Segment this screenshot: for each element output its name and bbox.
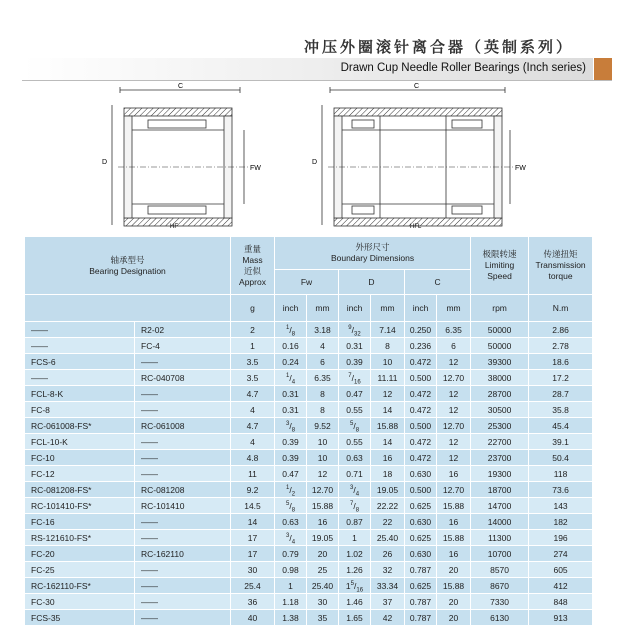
c-inch-cell: 0.787 [405, 562, 437, 578]
c-inch-cell: 0.472 [405, 434, 437, 450]
c-mm-cell: 12 [437, 450, 471, 466]
c-mm-cell: 12 [437, 386, 471, 402]
torque-cell: 73.6 [529, 482, 593, 498]
designation-a-cell: FC-30 [25, 594, 135, 610]
c-mm-cell: 15.88 [437, 578, 471, 594]
designation-b-cell: —— [135, 450, 231, 466]
designation-b-cell: —— [135, 354, 231, 370]
fw-inch-cell: 0.39 [275, 434, 307, 450]
designation-a-cell: FC-20 [25, 546, 135, 562]
designation-b-cell: RC-061008 [135, 418, 231, 434]
mass-cell: 1 [231, 338, 275, 354]
c-mm-cell: 12 [437, 402, 471, 418]
d-mm-cell: 16 [371, 450, 405, 466]
fw-mm-cell: 25 [307, 562, 339, 578]
fw-inch-cell: 1.38 [275, 610, 307, 626]
mass-cell: 36 [231, 594, 275, 610]
col-fw: Fw [275, 270, 339, 295]
unit-g: g [231, 295, 275, 322]
mass-cell: 14 [231, 514, 275, 530]
d-mm-cell: 12 [371, 386, 405, 402]
fw-mm-cell: 3.18 [307, 322, 339, 338]
fw-mm-cell: 6.35 [307, 370, 339, 386]
speed-cell: 28700 [471, 386, 529, 402]
table-row [25, 322, 593, 338]
fw-inch-cell: $^3/_4$ [275, 530, 307, 546]
c-inch-cell: 0.472 [405, 354, 437, 370]
c-mm-cell: 6 [437, 338, 471, 354]
d-mm-cell: 11.11 [371, 370, 405, 386]
c-mm-cell: 12.70 [437, 482, 471, 498]
table-row [25, 434, 593, 450]
c-mm-cell: 20 [437, 562, 471, 578]
designation-a-cell: RC-101410-FS* [25, 498, 135, 514]
c-mm-cell: 16 [437, 514, 471, 530]
table-row [25, 466, 593, 482]
designation-a-cell: FCL-10-K [25, 434, 135, 450]
designation-a-cell: FCL-8-K [25, 386, 135, 402]
designation-b-cell: —— [135, 386, 231, 402]
speed-cell: 8570 [471, 562, 529, 578]
designation-a-cell: —— [25, 370, 135, 386]
d-inch-cell: 1.65 [339, 610, 371, 626]
mass-cell: 17 [231, 546, 275, 562]
torque-cell: 605 [529, 562, 593, 578]
mass-cell: 14.5 [231, 498, 275, 514]
unit-nm: N.m [529, 295, 593, 322]
designation-a-cell: FC-12 [25, 466, 135, 482]
hfl-drawing [312, 83, 526, 230]
designation-b-cell: R2-02 [135, 322, 231, 338]
c-inch-cell: 0.625 [405, 530, 437, 546]
fw-inch-cell: 0.31 [275, 402, 307, 418]
fw-mm-cell: 35 [307, 610, 339, 626]
c-inch-cell: 0.787 [405, 594, 437, 610]
c-mm-cell: 12.70 [437, 370, 471, 386]
c-inch-cell: 0.625 [405, 578, 437, 594]
d-inch-cell: 0.55 [339, 434, 371, 450]
c-inch-cell: 0.472 [405, 402, 437, 418]
table-row [25, 418, 593, 434]
torque-cell: 35.8 [529, 402, 593, 418]
c-inch-cell: 0.630 [405, 514, 437, 530]
c-mm-cell: 20 [437, 594, 471, 610]
mass-cell: 4 [231, 402, 275, 418]
designation-a-cell: RC-061008-FS* [25, 418, 135, 434]
mass-cell: 4 [231, 434, 275, 450]
mass-cell: 3.5 [231, 370, 275, 386]
d-mm-cell: 32 [371, 562, 405, 578]
torque-cell: 182 [529, 514, 593, 530]
speed-cell: 14000 [471, 514, 529, 530]
hfl-dim-c: C [414, 83, 420, 90]
table-row [25, 530, 593, 546]
hfl-dim-d: D [312, 159, 318, 166]
designation-a-cell: FCS-6 [25, 354, 135, 370]
hf-dim-c: C [178, 83, 184, 90]
torque-cell: 274 [529, 546, 593, 562]
designation-b-cell: —— [135, 434, 231, 450]
unit-mm: mm [371, 295, 405, 322]
torque-cell: 18.6 [529, 354, 593, 370]
mass-cell: 2 [231, 322, 275, 338]
torque-cell: 848 [529, 594, 593, 610]
designation-a-cell: FC-25 [25, 562, 135, 578]
d-inch-cell: $^3/_4$ [339, 482, 371, 498]
designation-b-cell: RC-162110 [135, 546, 231, 562]
c-mm-cell: 20 [437, 610, 471, 626]
fw-inch-cell: $^3/_8$ [275, 418, 307, 434]
designation-a-cell: FCS-35 [25, 610, 135, 626]
c-inch-cell: 0.500 [405, 418, 437, 434]
table-body [25, 322, 593, 626]
speed-cell: 50000 [471, 338, 529, 354]
d-mm-cell: 26 [371, 546, 405, 562]
d-inch-cell: 0.47 [339, 386, 371, 402]
col-d: D [339, 270, 405, 295]
c-inch-cell: 0.472 [405, 386, 437, 402]
fw-inch-cell: 1.18 [275, 594, 307, 610]
torque-cell: 196 [529, 530, 593, 546]
designation-b-cell: —— [135, 610, 231, 626]
d-mm-cell: 22 [371, 514, 405, 530]
d-inch-cell: 0.71 [339, 466, 371, 482]
speed-cell: 39300 [471, 354, 529, 370]
fw-mm-cell: 4 [307, 338, 339, 354]
page-title-en: Drawn Cup Needle Roller Bearings (Inch series) [340, 62, 586, 74]
fw-inch-cell: 0.24 [275, 354, 307, 370]
fw-inch-cell: 0.16 [275, 338, 307, 354]
torque-cell: 913 [529, 610, 593, 626]
table-row [25, 386, 593, 402]
d-mm-cell: 42 [371, 610, 405, 626]
torque-cell: 28.7 [529, 386, 593, 402]
c-mm-cell: 6.35 [437, 322, 471, 338]
fw-inch-cell: $^1/_8$ [275, 322, 307, 338]
col-torque: 传递扭矩 Transmission torque [529, 237, 593, 295]
bearing-drawings [0, 80, 634, 230]
fw-inch-cell: 0.31 [275, 386, 307, 402]
torque-cell: 2.78 [529, 338, 593, 354]
d-mm-cell: 14 [371, 402, 405, 418]
fw-mm-cell: 8 [307, 386, 339, 402]
torque-cell: 39.1 [529, 434, 593, 450]
designation-b-cell: RC-101410 [135, 498, 231, 514]
speed-cell: 22700 [471, 434, 529, 450]
fw-inch-cell: $^1/_2$ [275, 482, 307, 498]
table-row [25, 562, 593, 578]
hf-dim-d: D [102, 159, 108, 166]
designation-a-cell: FC-10 [25, 450, 135, 466]
c-inch-cell: 0.500 [405, 482, 437, 498]
d-mm-cell: 8 [371, 338, 405, 354]
hfl-caption: HFL [410, 224, 422, 230]
c-mm-cell: 12 [437, 434, 471, 450]
speed-cell: 11300 [471, 530, 529, 546]
speed-cell: 10700 [471, 546, 529, 562]
speed-cell: 7330 [471, 594, 529, 610]
col-speed: 极限转速 Limiting Speed [471, 237, 529, 295]
table-row [25, 482, 593, 498]
fw-mm-cell: 16 [307, 514, 339, 530]
designation-b-cell: —— [135, 578, 231, 594]
d-inch-cell: $^7/_8$ [339, 498, 371, 514]
d-mm-cell: 10 [371, 354, 405, 370]
hf-dim-fw: FW [250, 165, 261, 172]
d-inch-cell: $1^5/_{16}$ [339, 578, 371, 594]
unit-mm: mm [437, 295, 471, 322]
torque-cell: 118 [529, 466, 593, 482]
table-row [25, 402, 593, 418]
mass-cell: 17 [231, 530, 275, 546]
mass-cell: 9.2 [231, 482, 275, 498]
speed-cell: 6130 [471, 610, 529, 626]
designation-a-cell: —— [25, 338, 135, 354]
c-inch-cell: 0.625 [405, 498, 437, 514]
speed-cell: 18700 [471, 482, 529, 498]
mass-cell: 40 [231, 610, 275, 626]
speed-cell: 19300 [471, 466, 529, 482]
table-row [25, 514, 593, 530]
torque-cell: 50.4 [529, 450, 593, 466]
d-mm-cell: 7.14 [371, 322, 405, 338]
d-mm-cell: 22.22 [371, 498, 405, 514]
mass-cell: 3.5 [231, 354, 275, 370]
designation-a-cell: RC-081208-FS* [25, 482, 135, 498]
fw-mm-cell: 8 [307, 402, 339, 418]
torque-cell: 45.4 [529, 418, 593, 434]
designation-a-cell: RS-121610-FS* [25, 530, 135, 546]
fw-inch-cell: 0.47 [275, 466, 307, 482]
designation-b-cell: RC-081208 [135, 482, 231, 498]
c-mm-cell: 16 [437, 546, 471, 562]
c-mm-cell: 15.88 [437, 530, 471, 546]
torque-cell: 17.2 [529, 370, 593, 386]
torque-cell: 2.86 [529, 322, 593, 338]
c-inch-cell: 0.787 [405, 610, 437, 626]
fw-inch-cell: 0.79 [275, 546, 307, 562]
hf-drawing [102, 83, 261, 230]
designation-a-cell: FC-16 [25, 514, 135, 530]
fw-mm-cell: 10 [307, 434, 339, 450]
designation-b-cell: —— [135, 466, 231, 482]
table-row [25, 450, 593, 466]
c-inch-cell: 0.630 [405, 546, 437, 562]
col-dims: 外形尺寸 Boundary Dimensions [275, 237, 471, 270]
fw-mm-cell: 25.40 [307, 578, 339, 594]
d-mm-cell: 19.05 [371, 482, 405, 498]
d-inch-cell: 1.46 [339, 594, 371, 610]
fw-mm-cell: 15.88 [307, 498, 339, 514]
designation-b-cell: —— [135, 530, 231, 546]
unit-rpm: rpm [471, 295, 529, 322]
d-inch-cell: 0.63 [339, 450, 371, 466]
designation-a-cell: —— [25, 322, 135, 338]
table-row [25, 498, 593, 514]
fw-mm-cell: 10 [307, 450, 339, 466]
fw-mm-cell: 19.05 [307, 530, 339, 546]
fw-inch-cell: 0.63 [275, 514, 307, 530]
c-inch-cell: 0.500 [405, 370, 437, 386]
mass-cell: 11 [231, 466, 275, 482]
c-mm-cell: 16 [437, 466, 471, 482]
speed-cell: 8670 [471, 578, 529, 594]
designation-a-cell: FC-8 [25, 402, 135, 418]
designation-a-cell: RC-162110-FS* [25, 578, 135, 594]
d-mm-cell: 37 [371, 594, 405, 610]
d-inch-cell: 0.55 [339, 402, 371, 418]
d-mm-cell: 33.34 [371, 578, 405, 594]
mass-cell: 4.8 [231, 450, 275, 466]
table-row [25, 370, 593, 386]
fw-inch-cell: $^5/_8$ [275, 498, 307, 514]
d-inch-cell: 0.87 [339, 514, 371, 530]
d-inch-cell: 0.31 [339, 338, 371, 354]
bearing-table [24, 236, 593, 626]
hfl-dim-fw: FW [515, 165, 526, 172]
d-inch-cell: 1.02 [339, 546, 371, 562]
fw-inch-cell: 0.39 [275, 450, 307, 466]
mass-cell: 4.7 [231, 418, 275, 434]
designation-b-cell: —— [135, 562, 231, 578]
fw-mm-cell: 12 [307, 466, 339, 482]
table-row [25, 338, 593, 354]
table-row [25, 354, 593, 370]
d-mm-cell: 14 [371, 434, 405, 450]
c-inch-cell: 0.250 [405, 322, 437, 338]
fw-inch-cell: $^1/_4$ [275, 370, 307, 386]
d-inch-cell: 1.26 [339, 562, 371, 578]
d-inch-cell: $^9/_{32}$ [339, 322, 371, 338]
c-inch-cell: 0.236 [405, 338, 437, 354]
col-designation: 轴承型号 Bearing Designation [25, 237, 231, 295]
fw-mm-cell: 6 [307, 354, 339, 370]
mass-cell: 30 [231, 562, 275, 578]
speed-cell: 23700 [471, 450, 529, 466]
unit-inch: inch [405, 295, 437, 322]
fw-mm-cell: 12.70 [307, 482, 339, 498]
speed-cell: 30500 [471, 402, 529, 418]
fw-mm-cell: 30 [307, 594, 339, 610]
c-inch-cell: 0.630 [405, 466, 437, 482]
designation-b-cell: RC-040708 [135, 370, 231, 386]
torque-cell: 143 [529, 498, 593, 514]
speed-cell: 50000 [471, 322, 529, 338]
speed-cell: 38000 [471, 370, 529, 386]
mass-cell: 4.7 [231, 386, 275, 402]
fw-inch-cell: 0.98 [275, 562, 307, 578]
col-c: C [405, 270, 471, 295]
c-inch-cell: 0.472 [405, 450, 437, 466]
d-inch-cell: 0.39 [339, 354, 371, 370]
designation-b-cell: —— [135, 514, 231, 530]
page-title-cn: 冲压外圈滚针离合器（英制系列） [303, 38, 574, 56]
d-mm-cell: 15.88 [371, 418, 405, 434]
hf-caption: HF [170, 224, 178, 230]
table-row [25, 610, 593, 626]
unit-inch: inch [339, 295, 371, 322]
speed-cell: 14700 [471, 498, 529, 514]
d-mm-cell: 25.40 [371, 530, 405, 546]
unit-mm: mm [307, 295, 339, 322]
d-inch-cell: $^7/_{16}$ [339, 370, 371, 386]
mass-cell: 25.4 [231, 578, 275, 594]
table-row [25, 594, 593, 610]
unit-blank [25, 295, 231, 322]
speed-cell: 25300 [471, 418, 529, 434]
designation-b-cell: —— [135, 402, 231, 418]
torque-cell: 412 [529, 578, 593, 594]
d-inch-cell: $^5/_8$ [339, 418, 371, 434]
fw-mm-cell: 9.52 [307, 418, 339, 434]
table-row [25, 546, 593, 562]
d-inch-cell: 1 [339, 530, 371, 546]
c-mm-cell: 15.88 [437, 498, 471, 514]
table-row [25, 578, 593, 594]
col-mass: 重量 Mass 近似 Approx [231, 237, 275, 295]
designation-b-cell: —— [135, 594, 231, 610]
c-mm-cell: 12.70 [437, 418, 471, 434]
c-mm-cell: 12 [437, 354, 471, 370]
d-mm-cell: 18 [371, 466, 405, 482]
fw-inch-cell: 1 [275, 578, 307, 594]
designation-b-cell: FC-4 [135, 338, 231, 354]
accent-block [594, 58, 612, 80]
unit-inch: inch [275, 295, 307, 322]
fw-mm-cell: 20 [307, 546, 339, 562]
